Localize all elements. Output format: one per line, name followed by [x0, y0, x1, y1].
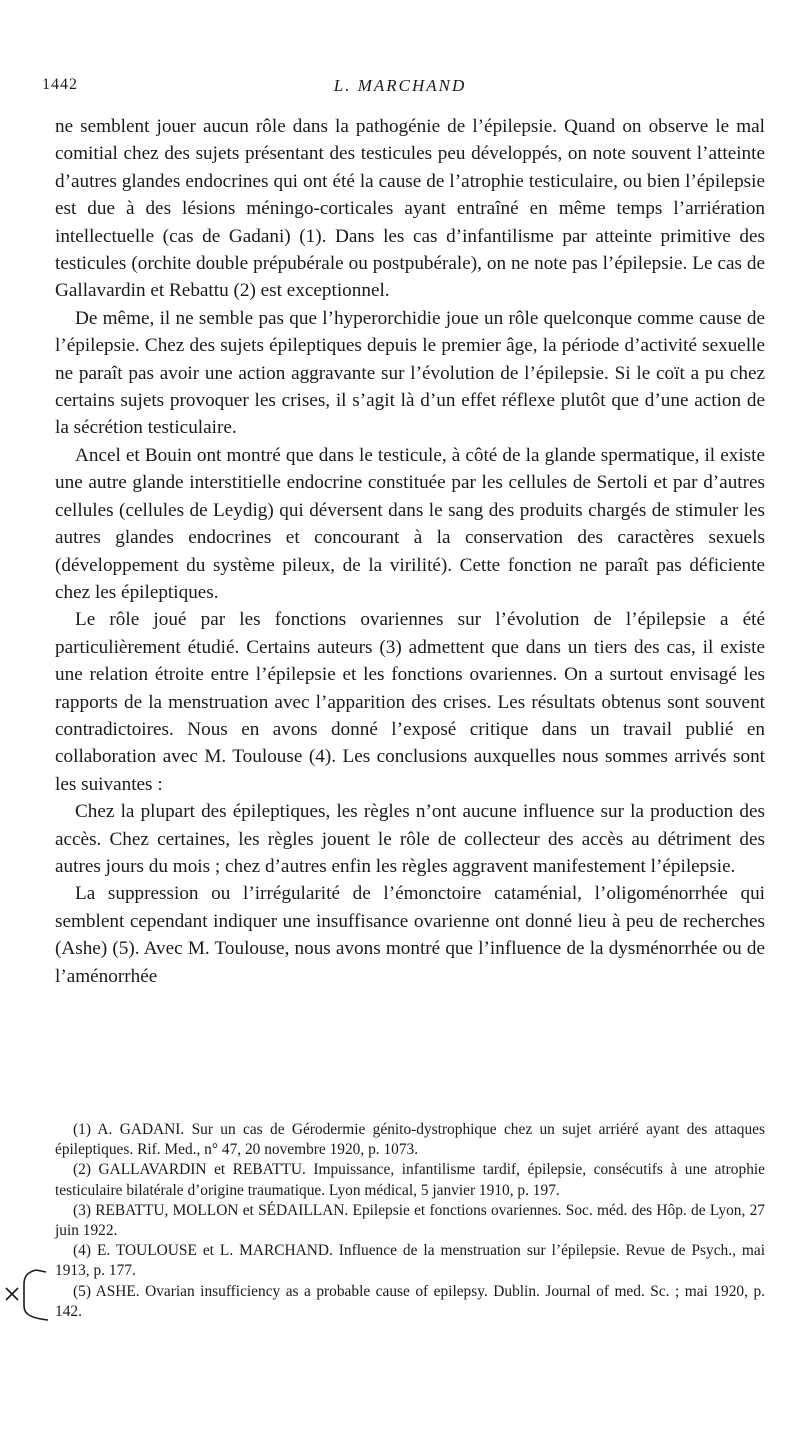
footnote: (5) ASHE. Ovarian insufficiency as a probable cause of epilepsy. Dublin. Journal of med. Sc. ; mai 1920, p. 142. — [55, 1282, 765, 1320]
footnote: (3) REBATTU, MOLLON et SÉDAILLAN. Epilepsie et fonctions ovariennes. Soc. méd. des Hôp. de Lyon, 27 juin 1922. — [55, 1201, 765, 1240]
paragraph: Ancel et Bouin ont montré que dans le testicule, à côté de la glande spermatique, il existe une autre glande interstitielle endocrine constituée par les cellules de Sertoli et par d’autres cellules (cellules de Leydig) qui déversent dans le sang des produits chargés de stimuler les autres glandes endocrines et concourant à la conservation des caractères sexuels (développement du système pileux, de la virilité). Cette fonction ne paraît pas déficiente chez les épileptiques. — [55, 444, 765, 603]
running-title: L. MARCHAND — [333, 76, 467, 95]
footnote: (2) GALLAVARDIN et REBATTU. Impuissance, infantilisme tardif, épilepsie, consécutifs à une atrophie testiculaire bilatérale d’origine traumatique. Lyon médical, 5 janvier 1910, p. 197. — [55, 1161, 765, 1199]
paragraph: De même, il ne semble pas que l’hyperorchidie joue un rôle quelconque comme cause de l’épilepsie. Chez des sujets épileptiques depuis le premier âge, la période d’activité sexuelle ne paraît pas avoir une action aggravante sur l’évolution de l’épilepsie. Si le coït a pu chez certains sujets provoquer les crises, il s’agit là d’un effet réflexe plutôt que d’une action de la sécrétion testiculaire. — [55, 307, 765, 439]
footnotes — [55, 1120, 765, 1322]
footnote: (1) A. GADANI. Sur un cas de Gérodermie génito-dystrophique chez un sujet arriéré ayant des attaques épileptiques. Rif. Med., n° 47, 20 novembre 1920, p. 1073. — [55, 1121, 765, 1159]
page-number: 1442 — [42, 76, 78, 93]
paragraph: ne semblent jouer aucun rôle dans la pathogénie de l’épilepsie. Quand on observe le mal comitial chez des sujets présentant des testicules peu développés, on note souvent l’atteinte d’autres glandes endocrines qui ont été la cause de l’atrophie testiculaire, ou bien l’épilepsie est due à des lésions méningo-corticales ayant entraîné en même temps l’arriération intellectuelle (cas de Gadani) (1). Dans les cas d’infantilisme par atteinte primitive des testicules (orchite double prépubérale ou postpubérale), on ne note pas l’épilepsie. Le cas de Gallavardin et Rebattu (2) est exceptionnel. — [55, 116, 765, 302]
paragraph: Le rôle joué par les fonctions ovariennes sur l’évolution de l’épilepsie a été particulièrement étudié. Certains auteurs (3) admettent que dans un tiers des cas, il existe une relation étroite entre l’épilepsie et les fonctions ovariennes. On a surtout envisagé les rapports de la menstruation avec l’apparition des crises. Les résultats obtenus sont souvent contradictoires. Nous en avons donné l’exposé critique dans un travail publié en collaboration avec M. Toulouse (4). Les conclusions auxquelles nous sommes arrivés sont les suivantes : — [55, 609, 765, 795]
footnote: (4) E. TOULOUSE et L. MARCHAND. Influence de la menstruation sur l’épilepsie. Revue de Psych., mai 1913, p. 177. — [55, 1242, 765, 1280]
body-text — [55, 113, 765, 990]
page-header — [42, 76, 758, 100]
handwritten-bracket-mark — [2, 1266, 54, 1322]
paragraph: La suppression ou l’irrégularité de l’émonctoire cataménial, l’oligoménorrhée qui semblent cependant indiquer une insuffisance ovarienne ont donné lieu à peu de recherches (Ashe) (5). Avec M. Toulouse, nous avons montré que l’influence de la dysménorrhée ou de l’aménorrhée — [55, 883, 765, 987]
paragraph: Chez la plupart des épileptiques, les règles n’ont aucune influence sur la production des accès. Chez certaines, les règles jouent le rôle de collecteur des accès au détriment des autres jours du mois ; chez d’autres enfin les règles aggravent manifestement l’épilepsie. — [55, 801, 765, 877]
